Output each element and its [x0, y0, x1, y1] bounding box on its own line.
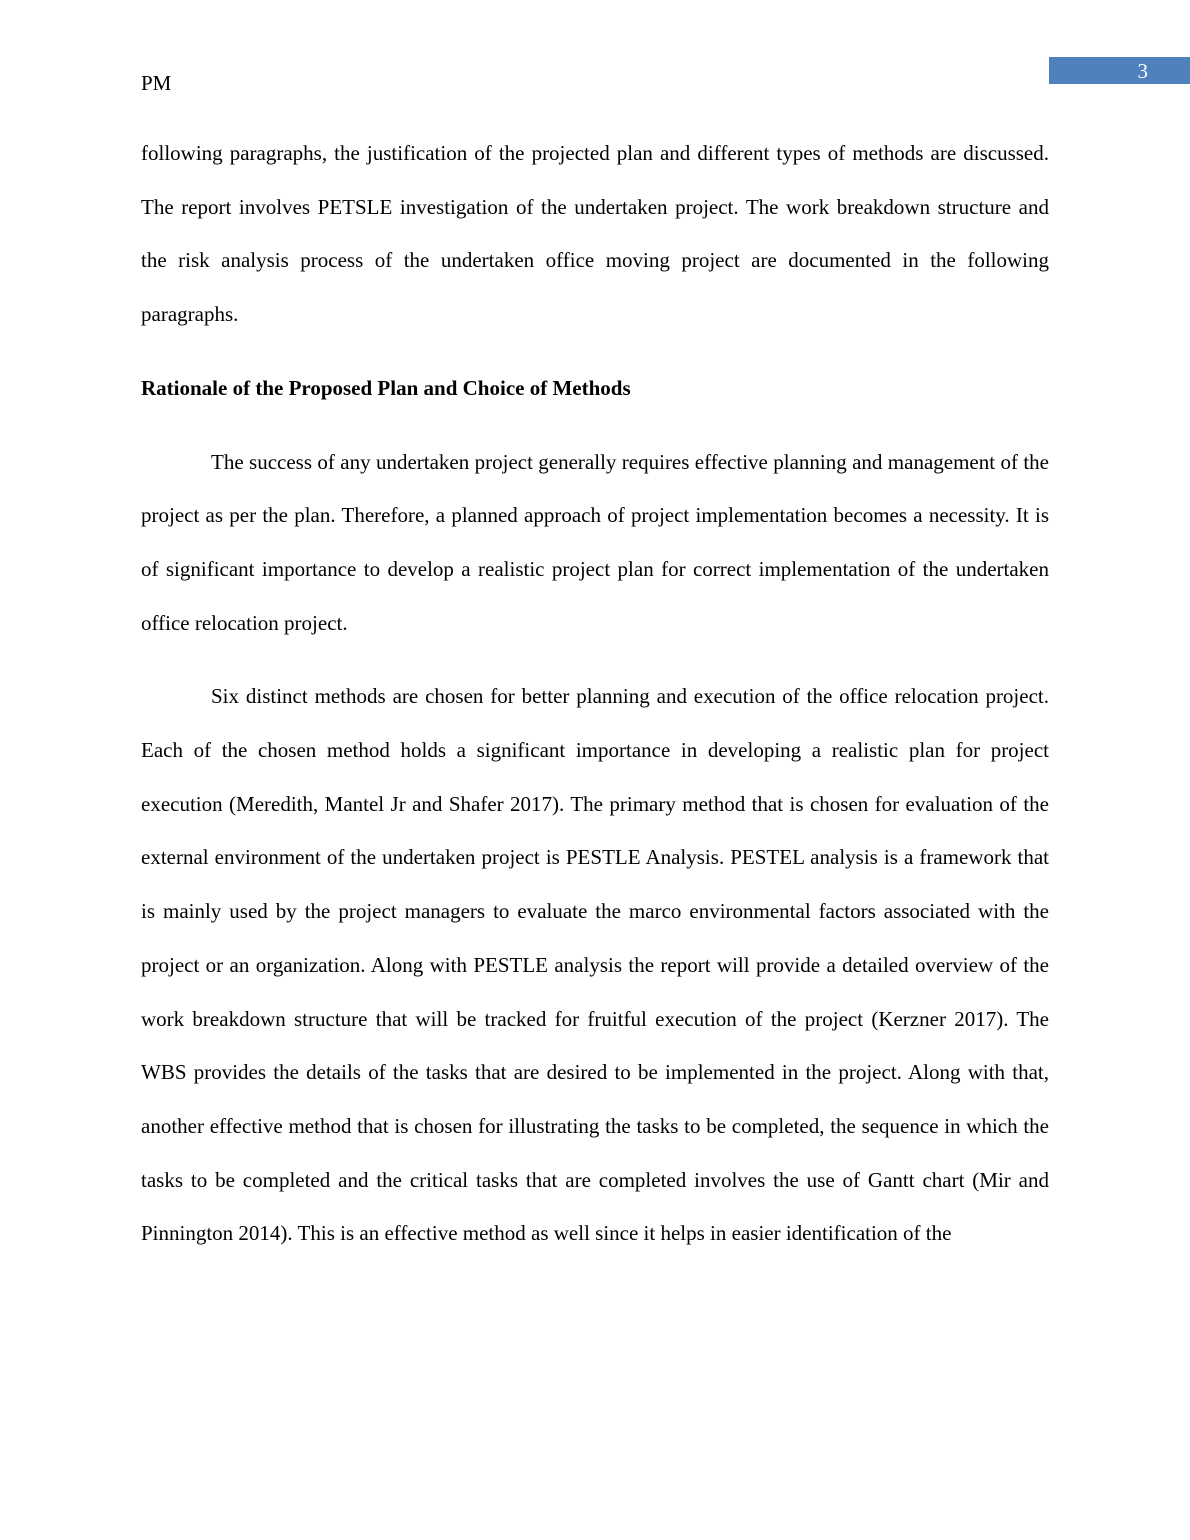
document-body: [141, 127, 1049, 1261]
running-head: PM: [141, 71, 172, 95]
page-number: 3: [1137, 59, 1148, 83]
page-number-box: [1049, 57, 1190, 84]
section-heading: Rationale of the Proposed Plan and Choice of Methods: [141, 375, 631, 400]
paragraph-methods: Six distinct methods are chosen for better planning and execution of the office relocation project. Each of the chosen method holds a significant importance in developing a realistic plan for project execution (Meredith, Mantel Jr and Shafer 2017). The primary method that is chosen for evaluation of the external environment of the undertaken project is PESTLE Analysis. PESTEL analysis is a framework that is mainly used by the project managers to evaluate the marco environmental factors associated with the project or an organization. Along with PESTLE analysis the report will provide a detailed overview of the work breakdown structure that will be tracked for fruitful execution of the project (Kerzner 2017). The WBS provides the details of the tasks that are desired to be implemented in the project. Along with that, another effective method that is chosen for illustrating the tasks to be completed, the sequence in which the tasks to be completed and the critical tasks that are completed involves the use of Gantt chart (Mir and Pinnington 2014). This is an effective method as well since it helps in easier identification of the: [141, 684, 1049, 1246]
paragraph-success-planning: The success of any undertaken project generally requires effective planning and management of the project as per the plan. Therefore, a planned approach of project implementation becomes a necessity. It is of significant importance to develop a realistic project plan for correct implementation of the undertaken office relocation project.: [141, 449, 1049, 635]
paragraph-intro-continuation: following paragraphs, the justification of the projected plan and different types of methods are discussed. The report involves PETSLE investigation of the undertaken project. The work breakdown structure and the risk analysis process of the undertaken office moving project are documented in the following paragraphs.: [141, 141, 1049, 327]
